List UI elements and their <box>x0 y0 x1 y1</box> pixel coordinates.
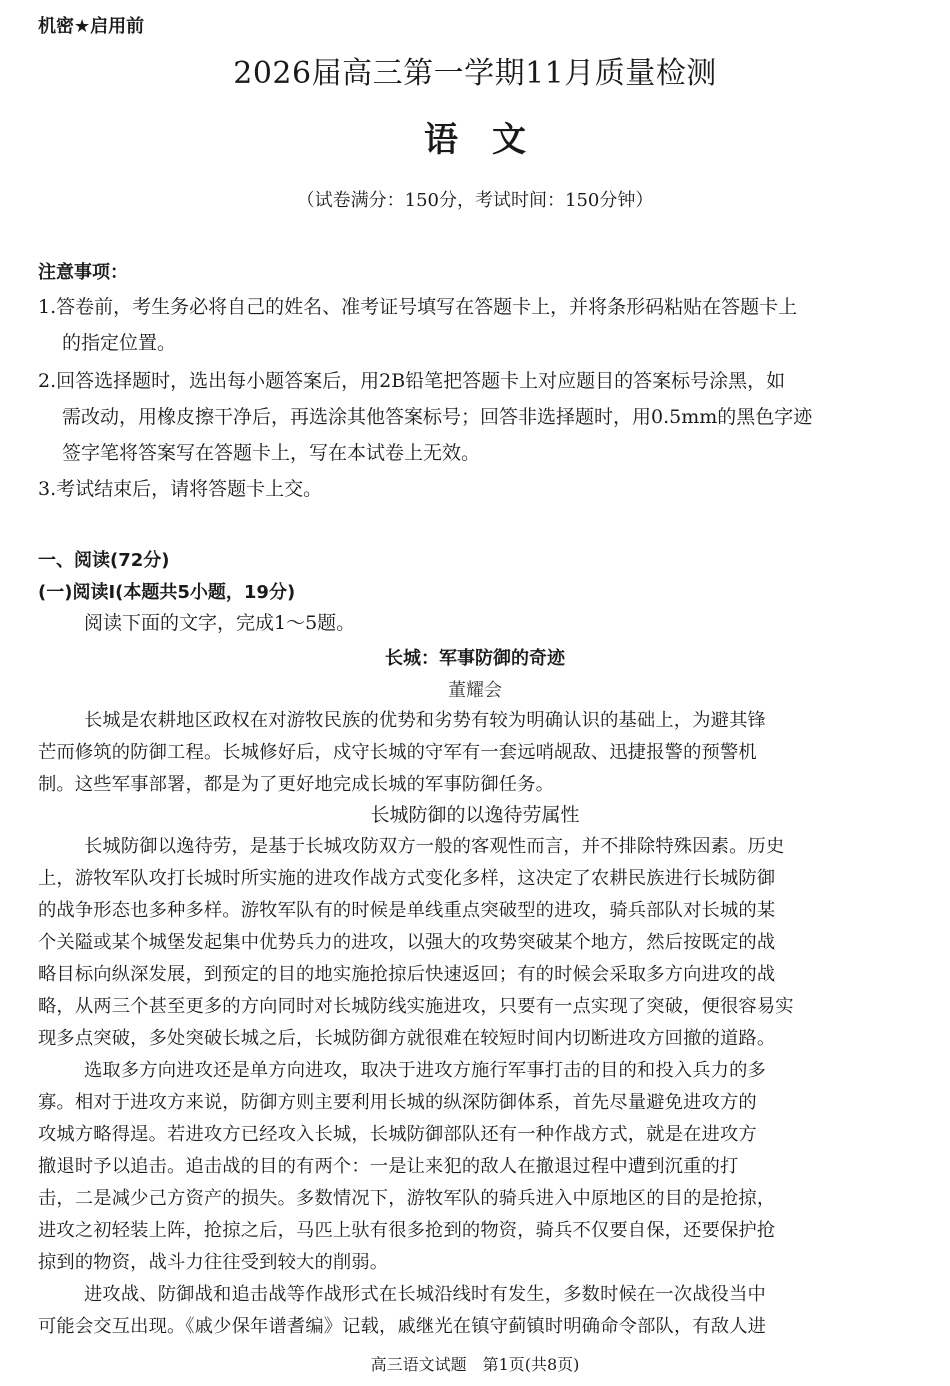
confidential-label: 机密★启用前 <box>38 16 145 37</box>
note-line: 签字笔将答案写在答题卡上，写在本试卷上无效。 <box>62 442 481 464</box>
article-line: 个关隘或某个城堡发起集中优势兵力的进攻，以强大的攻势突破某个地方，然后按既定的战 <box>38 932 776 953</box>
note-line: 需改动，用橡皮擦干净后，再选涂其他答案标号；回答非选择题时，用0.5mm的黑色字迹 <box>62 406 813 428</box>
note-line: 3.考试结束后，请将答题卡上交。 <box>38 478 323 500</box>
article-author: 董耀会 <box>448 680 502 701</box>
article-line: 略目标向纵深发展，到预定的目的地实施抢掠后快速返回；有的时候会采取多方向进攻的战 <box>38 964 776 985</box>
exam-meta: （试卷满分：150分，考试时间：150分钟） <box>296 190 654 211</box>
article-line: 制。这些军事部署，都是为了更好地完成长城的军事防御任务。 <box>38 774 555 795</box>
page-footer: 高三语文试题 第1页(共8页) <box>370 1355 580 1374</box>
subject-title: 语 文 <box>424 120 526 160</box>
article-line: 寡。相对于进攻方来说，防御方则主要利用长城的纵深防御体系，首先尽量避免进攻方的 <box>38 1092 757 1113</box>
note-line: 2.回答选择题时，选出每小题答案后，用2B铅笔把答题卡上对应题目的答案标号涂黑，如 <box>38 370 786 392</box>
article-subheading: 长城防御的以逸待劳属性 <box>370 804 580 826</box>
article-line: 撤退时予以追击。追击战的目的有两个：一是让来犯的敌人在撤退过程中遭到沉重的打 <box>38 1156 739 1177</box>
note-line: 1.答卷前，考生务必将自己的姓名、准考证号填写在答题卡上，并将条形码粘贴在答题卡上 <box>38 296 798 318</box>
section-heading: 一、阅读(72分) <box>38 550 170 571</box>
article-line: 击，二是减少己方资产的损失。多数情况下，游牧军队的骑兵进入中原地区的目的是抢掠， <box>38 1188 776 1209</box>
article-line: 长城是农耕地区政权在对游牧民族的优势和劣势有较为明确认识的基础上，为避其锋 <box>84 710 766 731</box>
article-line: 芒而修筑的防御工程。长城修好后，戍守长城的守军有一套远哨觇敌、迅捷报警的预警机 <box>38 742 757 763</box>
notes-heading: 注意事项： <box>38 262 128 283</box>
article-line: 长城防御以逸待劳，是基于长城攻防双方一般的客观性而言，并不排除特殊因素。历史 <box>84 836 785 857</box>
subsection-heading: (一)阅读Ⅰ(本题共5小题，19分) <box>38 582 296 603</box>
reading-instruction: 阅读下面的文字，完成1～5题。 <box>84 612 356 634</box>
article-line: 略，从两三个甚至更多的方向同时对长城防线实施进攻，只要有一点实现了突破，便很容易实 <box>38 996 794 1017</box>
article-line: 现多点突破，多处突破长城之后，长城防御方就很难在较短时间内切断进攻方回撤的道路。 <box>38 1028 776 1049</box>
article-line: 上，游牧军队攻打长城时所实施的进攻作战方式变化多样，这决定了农耕民族进行长城防御 <box>38 868 776 889</box>
article-line: 进攻之初轻装上阵，抢掠之后，马匹上驮有很多抢到的物资，骑兵不仅要自保，还要保护抢 <box>38 1220 776 1241</box>
article-line: 选取多方向进攻还是单方向进攻，取决于进攻方施行军事打击的目的和投入兵力的多 <box>84 1060 766 1081</box>
article-line: 掠到的物资，战斗力往往受到较大的削弱。 <box>38 1252 389 1273</box>
article-line: 进攻战、防御战和追击战等作战形式在长城沿线时有发生，多数时候在一次战役当中 <box>84 1284 766 1305</box>
article-line: 的战争形态也多种多样。游牧军队有的时候是单线重点突破型的进攻，骑兵部队对长城的某 <box>38 900 776 921</box>
exam-title: 2026届高三第一学期11月质量检测 <box>233 56 717 91</box>
article-line: 攻城方略得逞。若进攻方已经攻入长城，长城防御部队还有一种作战方式，就是在进攻方 <box>38 1124 757 1145</box>
note-line: 的指定位置。 <box>62 332 177 354</box>
article-title: 长城：军事防御的奇迹 <box>385 648 565 669</box>
article-line: 可能会交互出现。《戚少保年谱耆编》记载，戚继光在镇守蓟镇时明确命令部队，有敌人进 <box>38 1316 767 1337</box>
